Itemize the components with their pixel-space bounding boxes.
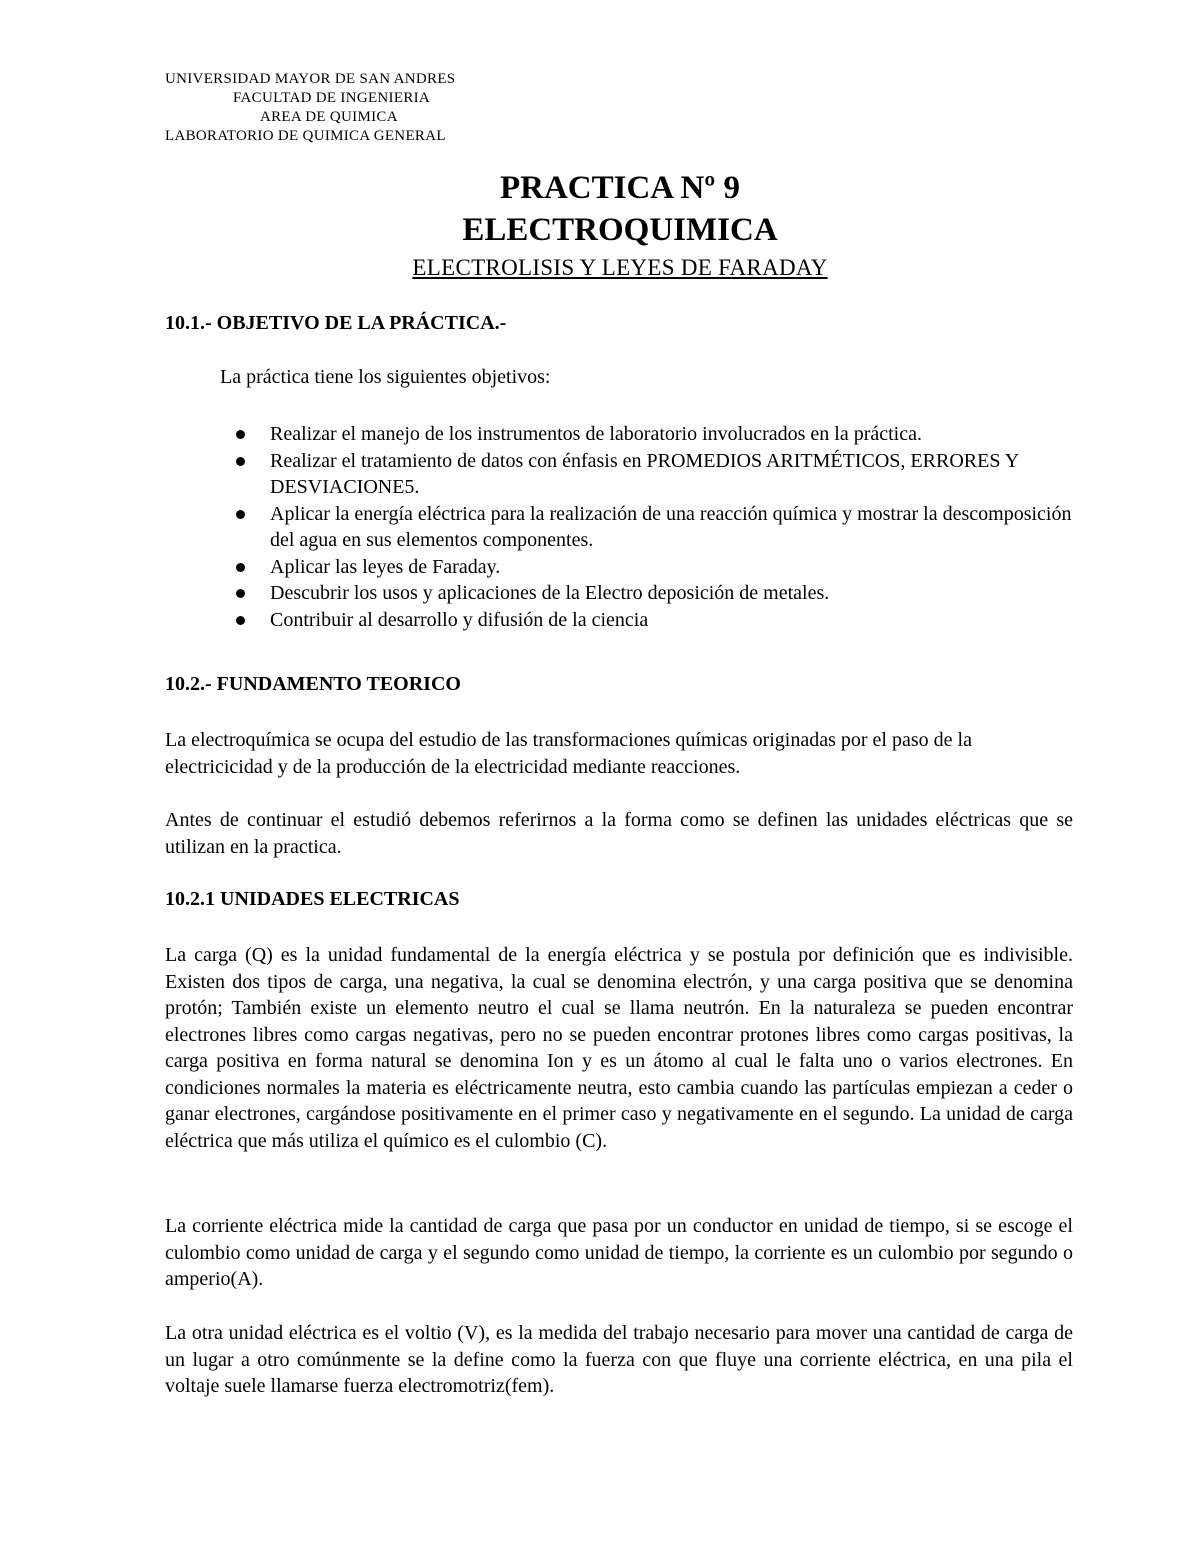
list-item <box>232 607 1082 634</box>
bullet-icon <box>236 510 245 519</box>
institution-header <box>165 70 485 146</box>
list-item <box>232 554 1082 581</box>
units-paragraph-charge: La carga (Q) es la unidad fundamental de la energía eléctrica y se postula por definición que es indivisible. Existen dos tipos de carga, una negativa, la cual se denomina electrón, y una carga positiva que se denomina protón; También existe un elemento neutro el cual se llama neutrón. En la naturaleza se pueden encontrar electrones libres como cargas negativas, pero no se pueden encontrar protones libres como cargas positivas, la carga positiva en forma natural se denomina Ion y es un átomo al cual le falta uno o varios electrones. En condiciones normales la materia es eléctricamente neutra, esto cambia cuando las partículas empiezan a ceder o ganar electrones, cargándose positivamente en el primer caso y negativamente en el segundo. La unidad de carga eléctrica que más utiliza el químico es el culombio (C). <box>165 944 1073 1152</box>
list-item-text: Contribuir al desarrollo y difusión de la ciencia <box>270 608 649 631</box>
list-item-text: Descubrir los usos y aplicaciones de la Electro deposición de metales. <box>270 582 830 604</box>
bullet-icon <box>236 589 245 598</box>
list-item-text: Realizar el tratamiento de datos con énfasis en PROMEDIOS ARITMÉTICOS, ERRORES Y DESVIACIONE5. <box>270 449 1019 498</box>
list-item-text: Aplicar las leyes de Faraday. <box>270 555 501 578</box>
laboratory-name: LABORATORIO DE QUIMICA GENERAL <box>165 128 446 144</box>
theory-paragraph-1: La electroquímica se ocupa del estudio de las transformaciones químicas originadas por el paso de la electricicidad y de la producción de la electricidad mediante reacciones. <box>165 729 972 778</box>
units-paragraph-voltage: La otra unidad eléctrica es el voltio (V), es la medida del trabajo necesario para mover una cantidad de carga de un lugar a otro comúnmente se la define como la fuerza con que fluye una corriente eléctrica, en una pila el voltaje suele llamarse fuerza electromotriz(fem). <box>165 1322 1073 1397</box>
list-item <box>232 448 1082 501</box>
subtitle: ELECTROLISIS Y LEYES DE FARADAY <box>412 255 828 280</box>
bullet-icon <box>236 457 245 466</box>
faculty-name: FACULTAD DE INGENIERIA <box>233 90 431 106</box>
university-name: UNIVERSIDAD MAYOR DE SAN ANDRES <box>165 71 456 87</box>
bullet-icon <box>236 563 245 572</box>
topic-title: ELECTROQUIMICA <box>462 212 778 248</box>
list-item <box>232 421 1082 448</box>
objectives-list <box>232 421 1082 633</box>
list-item <box>232 501 1082 554</box>
section-heading-theory: 10.2.- FUNDAMENTO TEORICO <box>165 673 461 695</box>
bullet-icon <box>236 430 245 439</box>
area-name: AREA DE QUIMICA <box>260 109 398 125</box>
section-heading-units: 10.2.1 UNIDADES ELECTRICAS <box>165 888 460 910</box>
list-item-text: Realizar el manejo de los instrumentos de laboratorio involucrados en la práctica. <box>270 423 922 445</box>
theory-paragraph-2: Antes de continuar el estudió debemos referirnos a la forma como se definen las unidades eléctricas que se utilizan en la practica. <box>165 809 1073 858</box>
bullet-icon <box>236 616 245 625</box>
list-item-text: Aplicar la energía eléctrica para la realización de una reacción química y mostrar la descomposición del agua en sus elementos componentes. <box>270 502 1072 551</box>
units-paragraph-current: La corriente eléctrica mide la cantidad de carga que pasa por un conductor en unidad de tiempo, si se escoge el culombio como unidad de carga y el segundo como unidad de tiempo, la corriente es un culombio por segundo o amperio(A). <box>165 1215 1073 1290</box>
objectives-intro: La práctica tiene los siguientes objetivos: <box>220 366 551 388</box>
section-heading-objectives: 10.1.- OBJETIVO DE LA PRÁCTICA.- <box>165 312 507 334</box>
list-item <box>232 580 1082 607</box>
practice-title: PRACTICA Nº 9 <box>499 170 741 206</box>
